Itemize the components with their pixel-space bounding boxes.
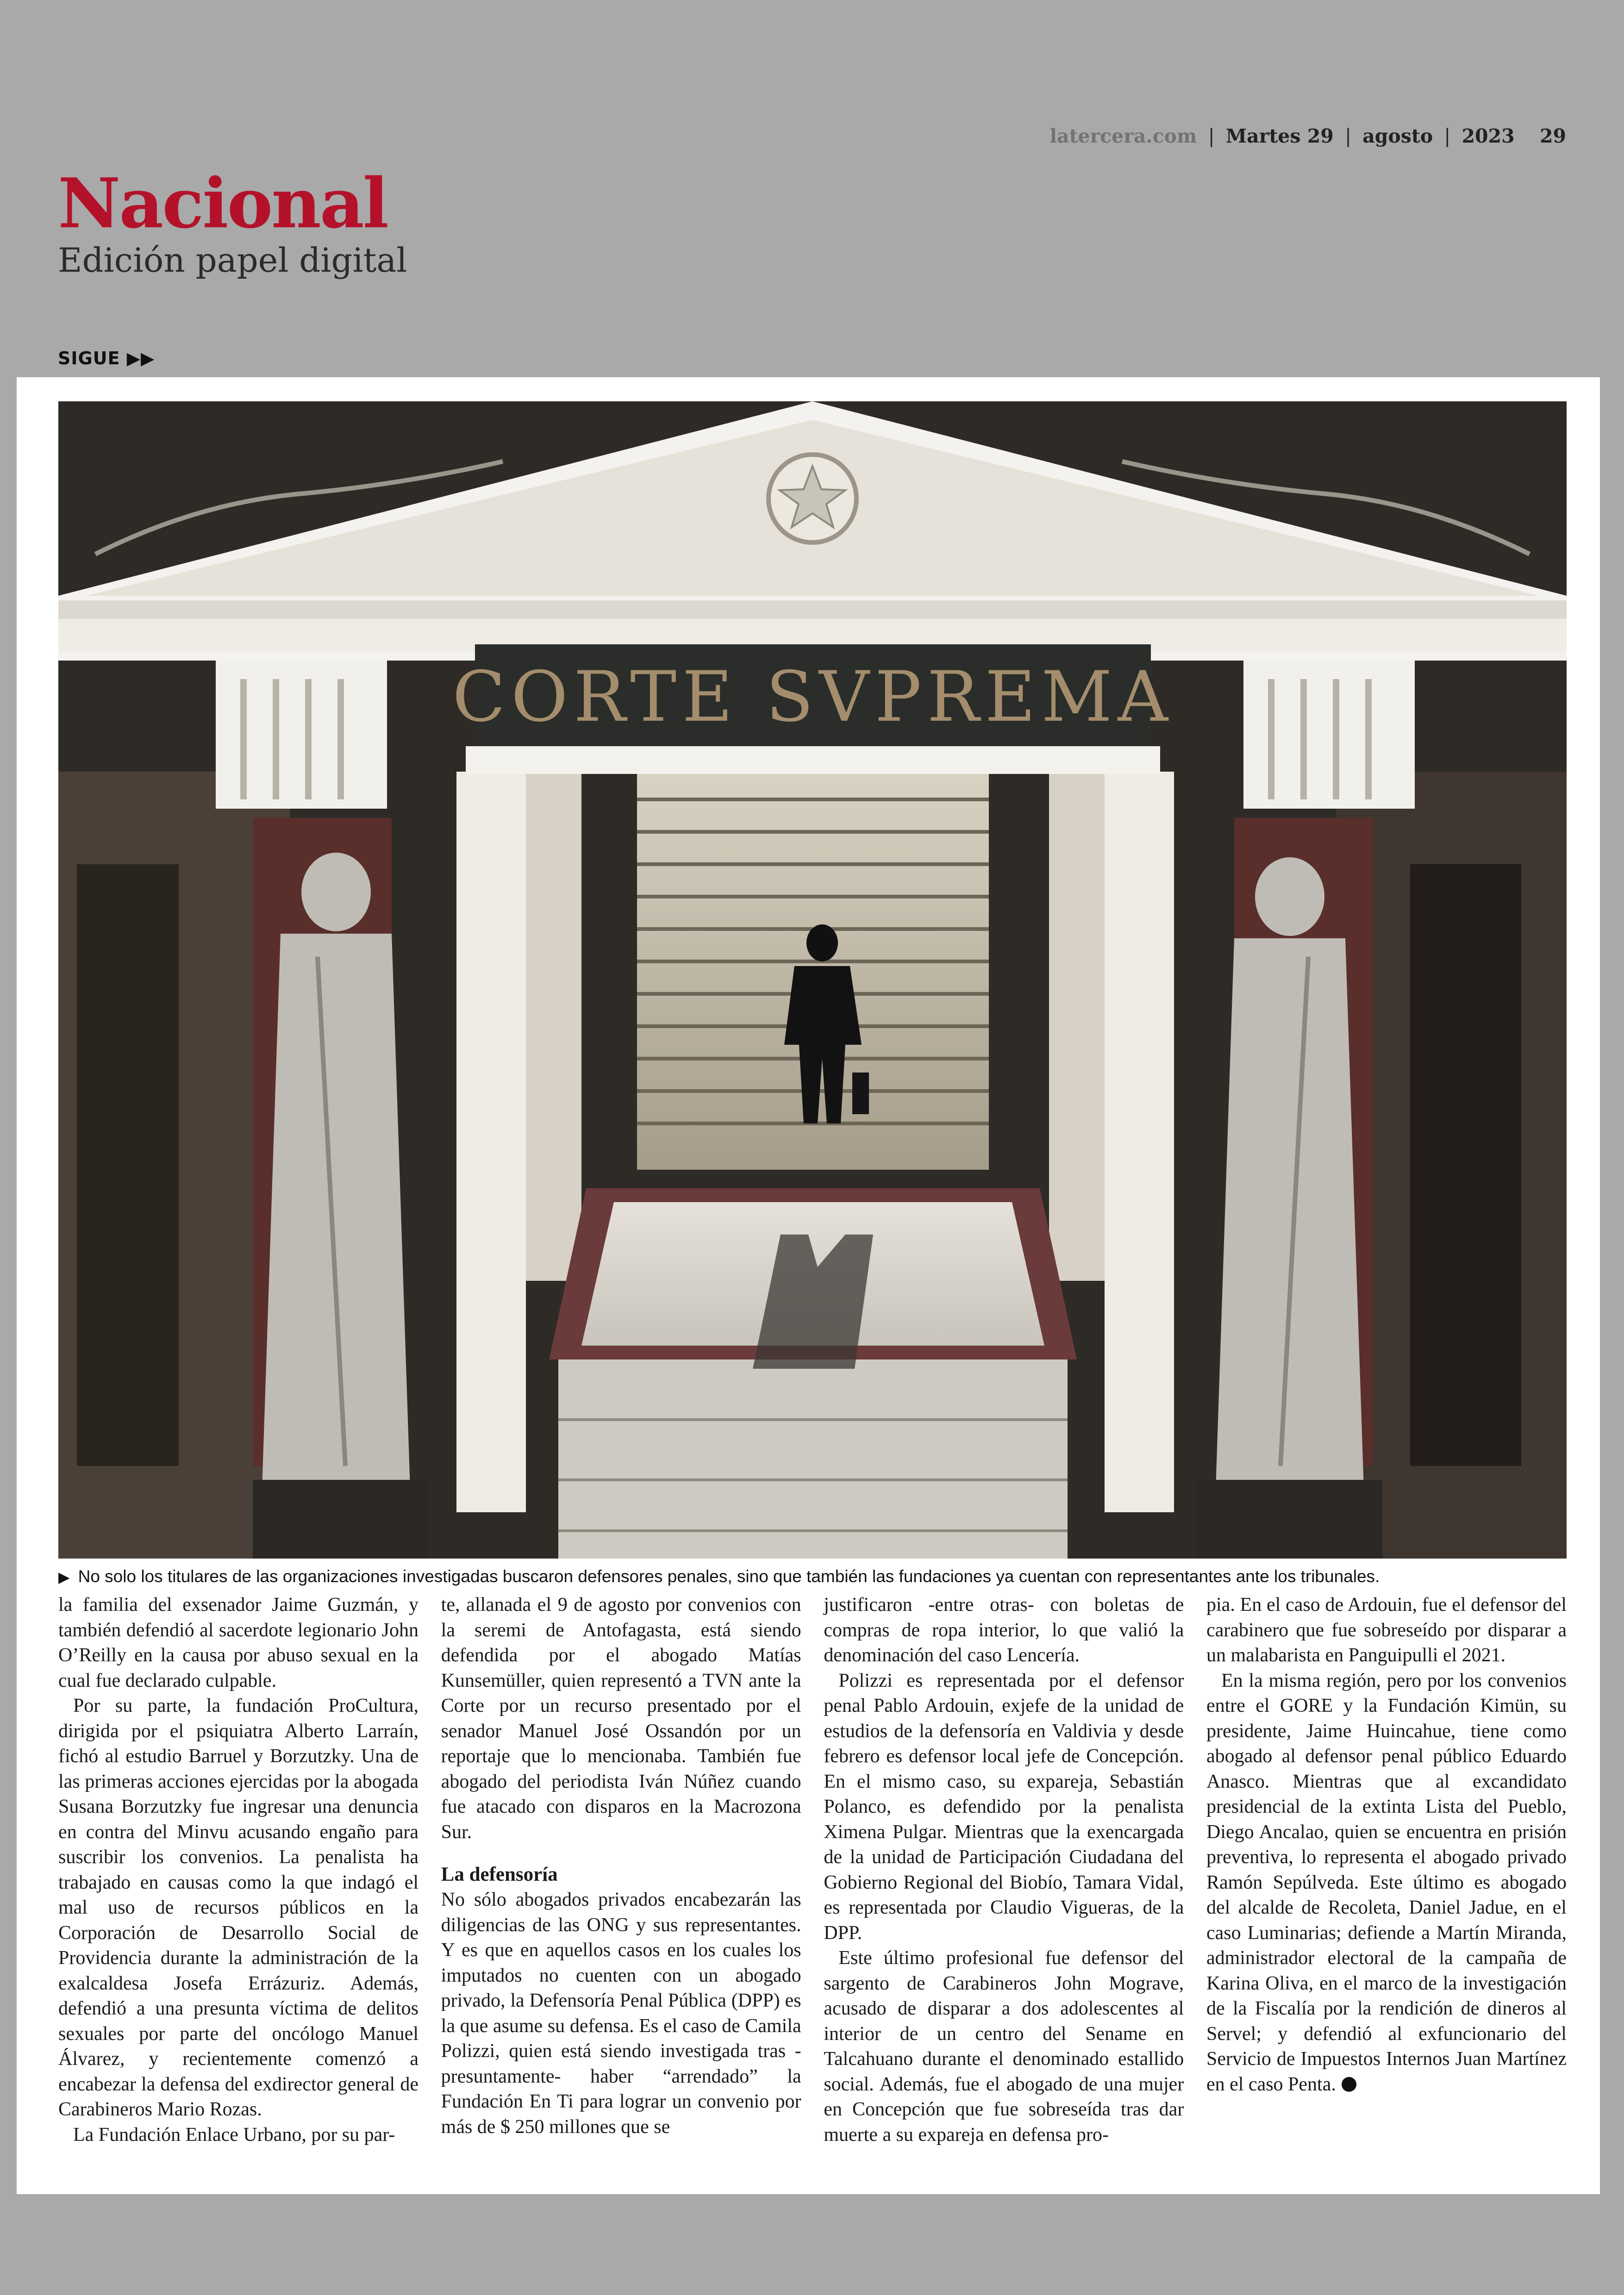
- article-column-2: [441, 1592, 801, 2166]
- inscription-text: CORTE SVPREMA: [452, 657, 1174, 737]
- article-body: [58, 1592, 1567, 2166]
- paragraph: La Fundación Enlace Urbano, por su par-: [73, 2124, 395, 2145]
- paragraph: [1206, 1668, 1567, 2097]
- paragraph: Por su parte, la fundación ProCultura, dirigida por el psiquiatra Alberto Larraín, fichó al estudio Barruel y Borzutzky. Una de las primeras acciones ejercidas por la abogada Susana Borzutzky fue ingresar una denuncia en contra del Minvu acusando engaño para suscribir los convenios. La penalista ha trabajado en causas como la que indagó el mal uso de recursos públicos en la Corporación de Desarrollo Social de Providencia durante la administración de la exalcaldesa Josefa Errázuriz. Además, defendió a una presunta víctima de delitos sexuales por parte del oncólogo Manuel Álvarez, y recientemente comenzó a encabezar la defensa del exdirector general de Carabineros Mario Rozas.: [58, 1695, 418, 2120]
- paragraph: te, allanada el 9 de agosto por convenios con la seremi de Antofagasta, está siendo defendida por el abogado Matías Kunsemüller, quien representó a TVN ante la Corte por un recurso presentado por el senador Manuel José Ossandón por un reportaje que lo mencionaba. También fue abogado del periodista Iván Núñez cuando fue atacado con disparos en la Macrozona Sur.: [441, 1594, 801, 1843]
- issue-year: 2023: [1462, 125, 1515, 147]
- section-subtitle: Edición papel digital: [58, 241, 407, 280]
- article-column-1: [58, 1592, 418, 2166]
- supreme-court-photo: [58, 401, 1567, 1559]
- issue-day: Martes 29: [1225, 125, 1334, 147]
- paragraph-text: En la misma región, pero por los convenios entre el GORE y la Fundación Kimün, su presidente, Jaime Huincahue, tiene como abogado al defensor penal público Eduardo Anasco. Mientras que al excandidato presidencial de la extinta Lista del Pueblo, Diego Ancalao, quien se encuentra en prisión preventiva, lo representa el abogado privado Ramón Sepúlveda. Este último es abogado del alcalde de Recoleta, Daniel Jadue, en el caso Luminarias; defiende a Martín Miranda, administrador electoral de la campaña de Karina Oliva, en el marco de la investigación de la Fiscalía por la rendición de dineros al Servel; y defendió al exfuncionario del Servicio de Impuestos Internos Juan Martínez en el caso Penta.: [1206, 1670, 1567, 2095]
- caption-arrow-icon: ▶: [58, 1569, 70, 1585]
- section-title: Nacional: [58, 163, 387, 243]
- separator: |: [1444, 125, 1451, 147]
- paragraph: pia. En el caso de Ardouin, fue el defensor del carabinero que fue sobreseído por disparar a un malabarista en Panguipulli el 2021.: [1206, 1594, 1567, 1666]
- photo-illustration: [58, 401, 1567, 1559]
- paragraph: No sólo abogados privados encabezarán las diligencias de las ONG y sus representantes. Y es que en aquellos casos en los cuales los imputados no cuenten con un abogado privado, la Defensoría Penal Pública (DPP) es la que asume su defensa. Es el caso de Camila Polizzi, quien está siendo investigada tras -presuntamente- haber “arrendado” la Fundación En Ti para lograr un convenio por más de $ 250 millones que se: [441, 1889, 801, 2138]
- issue-header: [1049, 125, 1566, 147]
- page-number: 29: [1539, 125, 1566, 147]
- paragraph: Polizzi es representada por el defensor penal Pablo Ardouin, exjefe de la unidad de estudios de la defensoría en Valdivia y desde febrero es defensor local jefe de Concepción. En el mismo caso, su expareja, Sebastián Polanco, es defendido por la penalista Ximena Pulgar. Mientras que la exencargada de la unidad de Participación Ciudadana del Gobierno Regional del Biobío, Tamara Vidal, es representada por Claudio Vigueras, de la DPP.: [824, 1670, 1184, 1944]
- site-name[interactable]: latercera.com: [1049, 125, 1197, 147]
- end-mark-icon: [1342, 2077, 1356, 2092]
- paragraph: Este último profesional fue defensor del sargento de Carabineros John Mograve, acusado de disparar a dos adolescentes al interior de un centro del Sename en Talcahuano durante el denominado estallido social. Además, fue el abogado de una mujer en Concepción que fue sobreseída tras dar muerte a su expareja en defensa pro-: [824, 1947, 1184, 2145]
- article-column-3: [824, 1592, 1184, 2166]
- paragraph: la familia del exsenador Jaime Guzmán, y también defendió al sacerdote legionario John O’Reilly en la causa por abuso sexual en la cual fue declarado culpable.: [58, 1594, 418, 1691]
- sigue-link[interactable]: SIGUE ▶▶: [58, 348, 155, 368]
- caption-text: No solo los titulares de las organizaciones investigadas buscaron defensores penales, sino que también las fundaciones ya cuentan con representantes ante los tribunales.: [78, 1567, 1380, 1586]
- subheading: La defensoría: [441, 1864, 558, 1885]
- separator: |: [1345, 125, 1351, 147]
- separator: |: [1208, 125, 1215, 147]
- article-column-4: [1206, 1592, 1567, 2166]
- photo-caption: [58, 1567, 1567, 1586]
- issue-month: agosto: [1362, 125, 1433, 147]
- paragraph: justificaron -entre otras- con boletas de compras de ropa interior, lo que valió la denominación del caso Lencería.: [824, 1594, 1184, 1666]
- article-sheet: [17, 377, 1600, 2194]
